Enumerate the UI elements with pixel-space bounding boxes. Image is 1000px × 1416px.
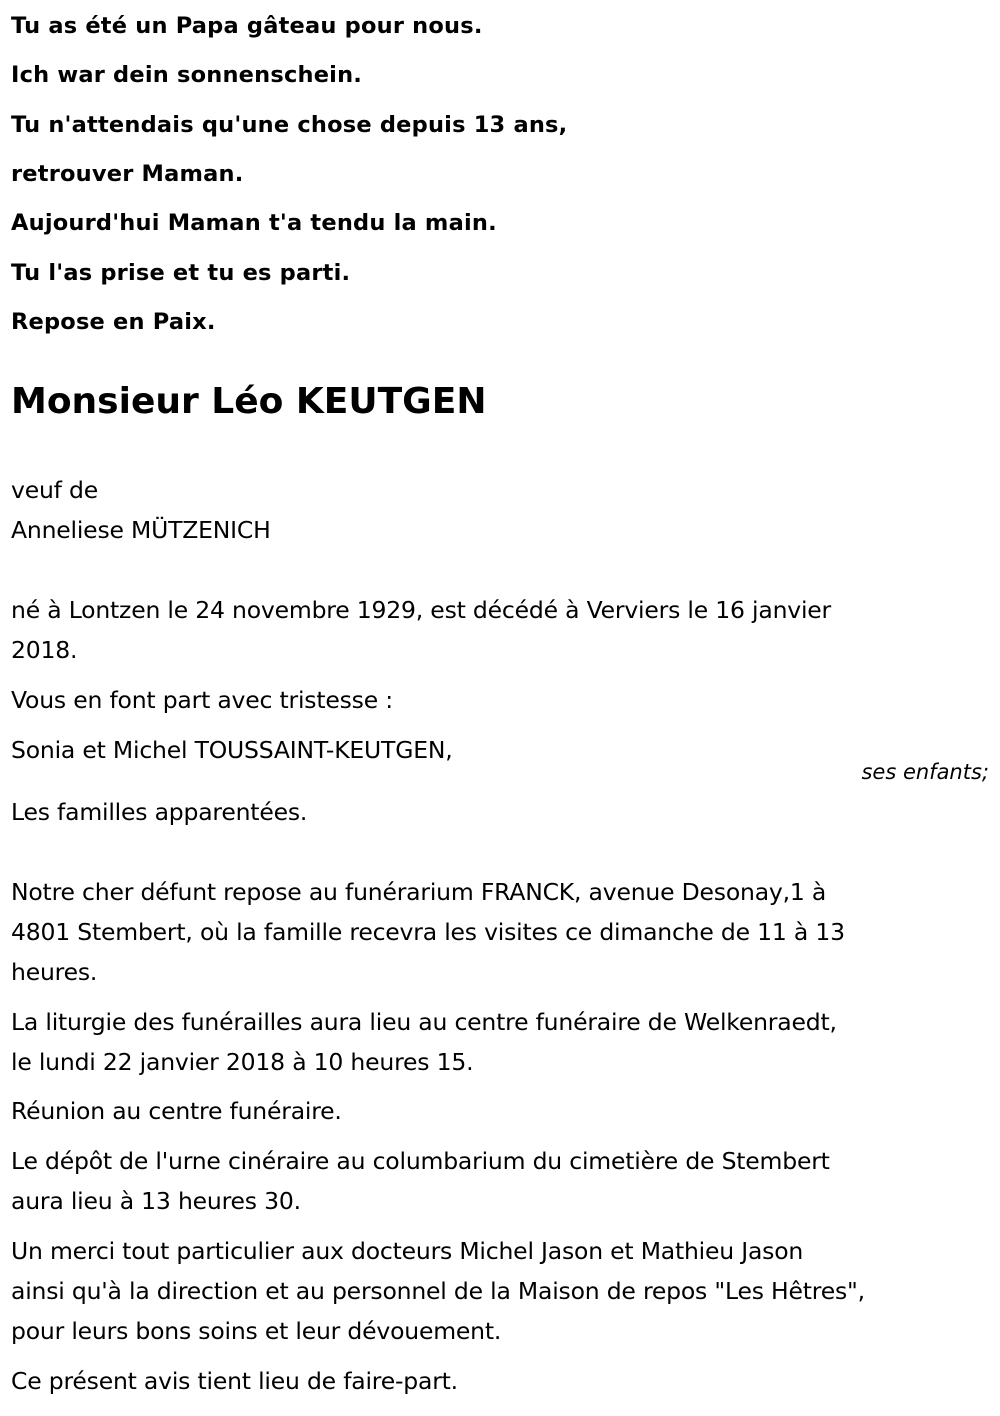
poem-line: retrouver Maman. [11,161,244,187]
birth-death-line: né à Lontzen le 24 novembre 1929, est décédé à Verviers le 16 janvier [11,596,832,624]
poem-line: Tu l'as prise et tu es parti. [11,260,351,286]
poem-line: Aujourd'hui Maman t'a tendu la main. [11,210,497,236]
liturgy-line: le lundi 22 janvier 2018 à 10 heures 15. [11,1048,474,1076]
widower-label: veuf de [11,476,98,504]
spouse-name: Anneliese MÜTZENICH [11,516,271,544]
birth-death-line: 2018. [11,636,78,664]
poem-line: Repose en Paix. [11,309,216,335]
announcement: Vous en font part avec tristesse : [11,686,393,714]
meeting-line: Réunion au centre funéraire. [11,1097,342,1125]
thanks-line: Un merci tout particulier aux docteurs Michel Jason et Mathieu Jason [11,1237,804,1265]
deceased-name-title: Monsieur Léo KEUTGEN [11,381,487,422]
liturgy-line: La liturgie des funérailles aura lieu au centre funéraire de Welkenraedt, [11,1008,837,1036]
thanks-line: ainsi qu'à la direction et au personnel de la Maison de repos "Les Hêtres", [11,1277,865,1305]
rest-place-line: 4801 Stembert, où la famille recevra les visites ce dimanche de 11 à 13 [11,918,845,946]
rest-place-line: heures. [11,958,98,986]
urn-line: aura lieu à 13 heures 30. [11,1187,301,1215]
thanks-line: pour leurs bons soins et leur dévouement. [11,1317,502,1345]
poem-line: Tu n'attendais qu'une chose depuis 13 ans, [11,112,568,138]
urn-line: Le dépôt de l'urne cinéraire au columbarium du cimetière de Stembert [11,1147,830,1175]
relatives: Les familles apparentées. [11,798,308,826]
poem-line: Ich war dein sonnenschein. [11,62,363,88]
children-role: ses enfants; [861,760,989,784]
closing-line: Ce présent avis tient lieu de faire-part. [11,1367,458,1395]
children-names: Sonia et Michel TOUSSAINT-KEUTGEN, [11,736,453,764]
poem-line: Tu as été un Papa gâteau pour nous. [11,13,483,39]
rest-place-line: Notre cher défunt repose au funérarium FRANCK, avenue Desonay,1 à [11,878,827,906]
